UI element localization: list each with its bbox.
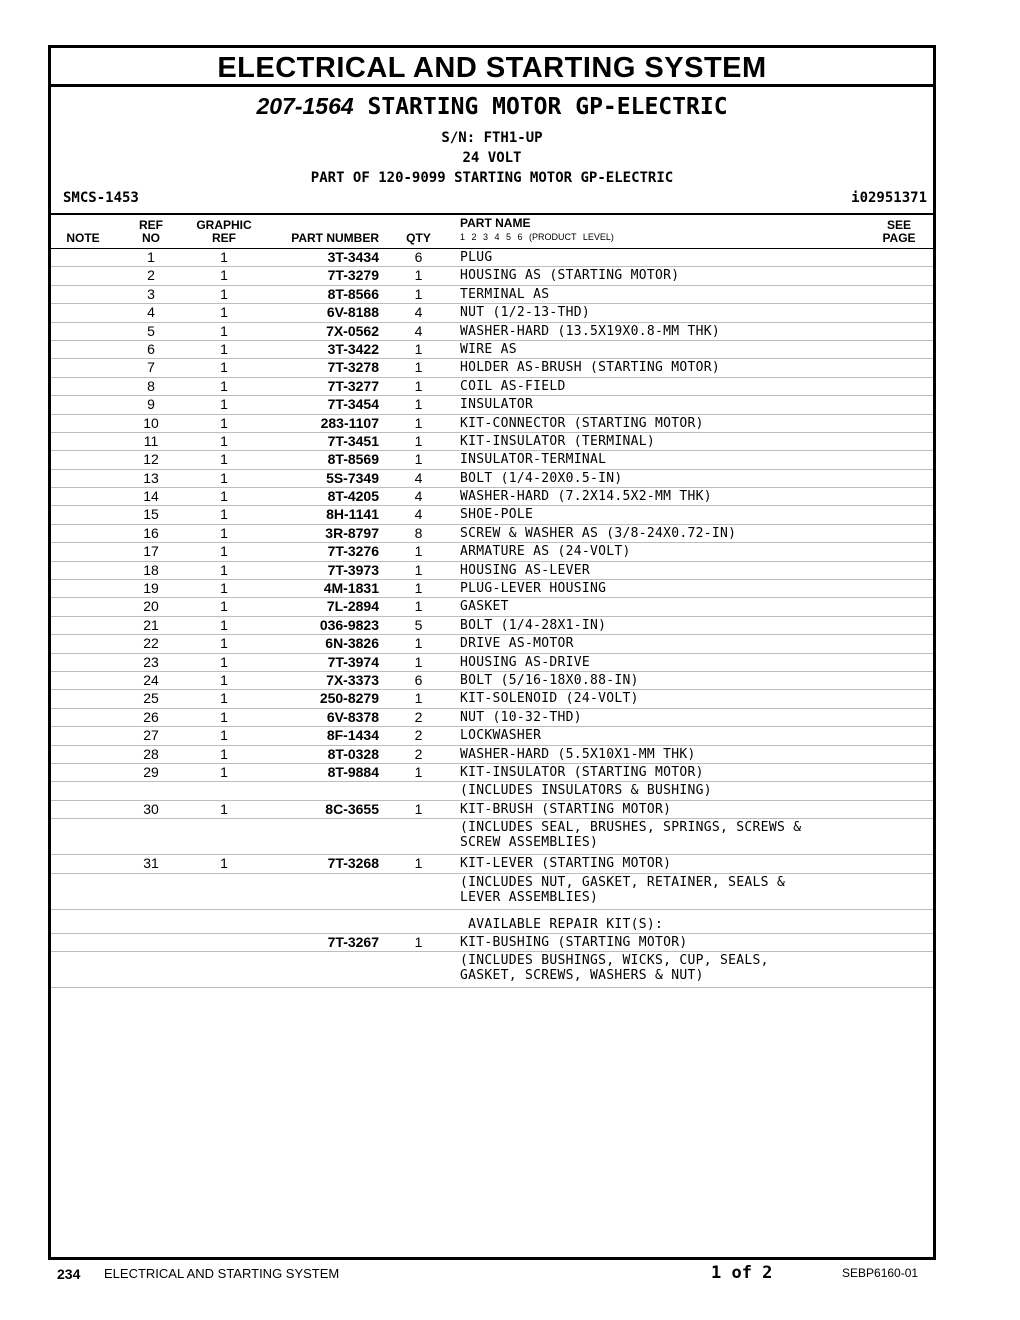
cell-ref-no: 15: [143, 506, 159, 523]
col-graphic-bottom: REF: [212, 231, 236, 245]
cell-graphic-ref: 1: [220, 488, 228, 505]
cell-ref-no: 1: [147, 249, 155, 265]
cell-part-number: 7T-3267: [327, 933, 379, 950]
table-row: [51, 396, 933, 414]
cell-part-number: 6N-3826: [325, 635, 379, 652]
cell-ref-no: 11: [143, 432, 159, 449]
cell-part-number: 7T-3278: [327, 359, 379, 376]
cell-part-number: 8T-9884: [327, 763, 379, 780]
cell-part-number: 8F-1434: [326, 727, 379, 744]
cell-ref-no: 12: [143, 451, 159, 468]
table-row: [51, 341, 933, 359]
cell-ref-no: 17: [143, 543, 159, 560]
group-part-number: 207-1564: [256, 93, 354, 119]
table-row: [51, 855, 933, 873]
table-row: [51, 506, 933, 524]
cell-ref-no: 5: [147, 322, 155, 339]
table-row: [51, 952, 933, 988]
cell-part-name: HOUSING AS (STARTING MOTOR): [460, 268, 680, 284]
cell-ref-no: 25: [143, 690, 159, 707]
cell-qty: 4: [414, 469, 423, 486]
cell-part-name: COIL AS-FIELD: [460, 378, 566, 394]
cell-qty: 1: [414, 267, 423, 284]
cell-ref-no: 23: [143, 653, 159, 670]
cell-part-number: 4M-1831: [323, 580, 379, 597]
cell-qty: 1: [414, 855, 423, 872]
cell-graphic-ref: 1: [220, 727, 228, 744]
cell-part-name: NUT (1/2-13-THD): [460, 305, 591, 321]
cell-qty: 1: [414, 598, 423, 615]
cell-graphic-ref: 1: [220, 432, 228, 449]
cell-graphic-ref: 1: [220, 855, 228, 872]
cell-graphic-ref: 1: [220, 800, 228, 817]
cell-qty: 1: [414, 285, 423, 302]
cell-part-number: 7T-3277: [327, 377, 379, 394]
cell-qty: 4: [414, 506, 423, 523]
cell-graphic-ref: 1: [220, 543, 228, 560]
col-part-number: PART NUMBER: [291, 231, 379, 245]
cell-part-number: 8T-8569: [327, 451, 379, 468]
cell-qty: 1: [414, 653, 423, 670]
table-row: [51, 415, 933, 433]
parts-table-body: [51, 249, 933, 988]
cell-part-name: LOCKWASHER: [460, 728, 542, 744]
cell-qty: 1: [414, 690, 423, 707]
cell-ref-no: 26: [143, 708, 159, 725]
cell-qty: 1: [414, 432, 423, 449]
cell-part-name: KIT-BRUSH (STARTING MOTOR): [460, 801, 672, 817]
cell-part-name: PLUG: [460, 250, 493, 265]
cell-part-number: 8T-8566: [327, 285, 379, 302]
col-ref-top: REF: [139, 218, 163, 232]
table-row: [51, 746, 933, 764]
table-row: [51, 451, 933, 469]
cell-graphic-ref: 1: [220, 340, 228, 357]
cell-ref-no: 19: [143, 580, 159, 597]
cell-part-number: 3R-8797: [325, 524, 379, 541]
table-row: [51, 470, 933, 488]
cell-part-number: 7L-2894: [326, 598, 379, 615]
cell-part-number: 6V-8188: [326, 304, 379, 321]
part-of: PART OF 120-9099 STARTING MOTOR GP-ELECTRIC: [310, 170, 674, 186]
cell-part-number: 8H-1141: [326, 506, 379, 523]
cell-graphic-ref: 1: [220, 690, 228, 707]
cell-part-number: 036-9823: [319, 616, 379, 633]
table-row: [51, 543, 933, 561]
cell-qty: 1: [414, 561, 423, 578]
cell-graphic-ref: 1: [220, 653, 228, 670]
cell-part-name: KIT-INSULATOR (STARTING MOTOR): [460, 764, 704, 780]
cell-ref-no: 27: [143, 727, 159, 744]
cell-part-name: KIT-LEVER (STARTING MOTOR): [460, 856, 672, 872]
cell-ref-no: 21: [143, 616, 159, 633]
cell-part-name: INSULATOR-TERMINAL: [460, 452, 607, 468]
cell-graphic-ref: 1: [220, 414, 228, 431]
cell-qty: 5: [414, 616, 423, 633]
cell-qty: 2: [414, 745, 423, 762]
cell-part-number: 250-8279: [319, 690, 379, 707]
cell-qty: 6: [414, 249, 423, 265]
col-see-bottom: PAGE: [882, 231, 916, 245]
group-name: STARTING MOTOR GP-ELECTRIC: [367, 94, 728, 120]
cell-part-name: HOUSING AS-DRIVE: [460, 654, 591, 670]
cell-part-name: (INCLUDES INSULATORS & BUSHING): [460, 783, 712, 799]
cell-ref-no: 20: [143, 598, 159, 615]
col-ref-bottom: NO: [142, 231, 160, 245]
cell-part-number: 7X-3373: [326, 671, 379, 688]
cell-qty: 1: [414, 543, 423, 560]
table-row: [51, 359, 933, 377]
col-note: NOTE: [66, 231, 100, 245]
footer-page-number: 234: [57, 1266, 81, 1282]
table-row: [51, 709, 933, 727]
cell-part-name: NUT (10-32-THD): [460, 709, 582, 725]
cell-part-number: 7T-3973: [327, 561, 379, 578]
cell-part-number: 3T-3422: [327, 340, 379, 357]
cell-part-name: DRIVE AS-MOTOR: [460, 636, 574, 652]
table-row: [51, 874, 933, 910]
table-row: [51, 580, 933, 598]
cell-part-number: 7T-3279: [327, 267, 379, 284]
cell-qty: 1: [414, 763, 423, 780]
cell-ref-no: 24: [143, 671, 159, 688]
cell-qty: 1: [414, 451, 423, 468]
serial-range: S/N: FTH1-UP: [441, 130, 543, 146]
cell-part-number: 8C-3655: [325, 800, 379, 817]
cell-part-name: HOLDER AS-BRUSH (STARTING MOTOR): [460, 360, 721, 376]
cell-qty: 1: [414, 933, 423, 950]
cell-ref-no: 10: [143, 414, 159, 431]
cell-part-name: (INCLUDES BUSHINGS, WICKS, CUP, SEALS, GASKET, SCREWS, WASHERS & NUT): [460, 952, 769, 983]
col-qty: QTY: [406, 231, 431, 245]
cell-ref-no: 9: [147, 396, 155, 413]
cell-part-number: 7X-0562: [326, 322, 379, 339]
cell-part-name: BOLT (1/4-28X1-IN): [460, 617, 607, 633]
cell-part-number: 5S-7349: [326, 469, 379, 486]
footer-page-of: 1 of 2: [711, 1263, 773, 1283]
cell-qty: 1: [414, 396, 423, 413]
cell-graphic-ref: 1: [220, 322, 228, 339]
cell-graphic-ref: 1: [220, 561, 228, 578]
cell-ref-no: 22: [143, 635, 159, 652]
cell-graphic-ref: 1: [220, 745, 228, 762]
cell-part-name: INSULATOR: [460, 397, 534, 413]
cell-qty: 6: [414, 671, 423, 688]
footer-doc-id: SEBP6160-01: [842, 1266, 919, 1280]
cell-graphic-ref: 1: [220, 524, 228, 541]
cell-part-name: AVAILABLE REPAIR KIT(S):: [460, 916, 664, 932]
cell-ref-no: 13: [143, 469, 159, 486]
cell-ref-no: 16: [143, 524, 159, 541]
cell-ref-no: 2: [147, 267, 155, 284]
col-see-top: SEE: [886, 218, 911, 232]
table-row: [51, 433, 933, 451]
cell-part-name: (INCLUDES NUT, GASKET, RETAINER, SEALS & LEVER ASSEMBLIES): [460, 874, 786, 905]
cell-qty: 1: [414, 377, 423, 394]
footer-section: ELECTRICAL AND STARTING SYSTEM: [104, 1266, 340, 1281]
cell-part-number: 7T-3454: [327, 396, 379, 413]
cell-ref-no: 28: [143, 745, 159, 762]
cell-part-name: BOLT (1/4-20X0.5-IN): [460, 470, 623, 486]
cell-graphic-ref: 1: [220, 396, 228, 413]
cell-graphic-ref: 1: [220, 598, 228, 615]
voltage: 24 VOLT: [462, 150, 522, 166]
cell-part-name: HOUSING AS-LEVER: [460, 562, 591, 578]
cell-qty: 1: [414, 800, 423, 817]
cell-qty: 4: [414, 322, 423, 339]
column-headers: [51, 213, 933, 249]
cell-part-name: WASHER-HARD (7.2X14.5X2-MM THK): [460, 489, 712, 505]
cell-ref-no: 4: [147, 304, 155, 321]
col-graphic-top: GRAPHIC: [196, 218, 252, 232]
cell-qty: 1: [414, 414, 423, 431]
table-row: [51, 286, 933, 304]
table-row: [51, 910, 933, 934]
cell-part-name: ARMATURE AS (24-VOLT): [460, 544, 631, 560]
cell-part-name: TERMINAL AS: [460, 286, 550, 302]
cell-graphic-ref: 1: [220, 708, 228, 725]
cell-part-name: KIT-INSULATOR (TERMINAL): [460, 433, 656, 449]
illustration-id: i02951371: [851, 190, 927, 206]
table-row: [51, 525, 933, 543]
cell-part-number: 7T-3276: [327, 543, 379, 560]
cell-part-name: WASHER-HARD (5.5X10X1-MM THK): [460, 746, 696, 762]
table-row: [51, 764, 933, 782]
cell-graphic-ref: 1: [220, 763, 228, 780]
cell-part-name: GASKET: [460, 599, 509, 615]
cell-qty: 1: [414, 635, 423, 652]
cell-graphic-ref: 1: [220, 267, 228, 284]
table-row: [51, 488, 933, 506]
cell-qty: 4: [414, 304, 423, 321]
col-part-name: PART NAME: [460, 216, 531, 230]
table-row: [51, 267, 933, 285]
cell-qty: 1: [414, 340, 423, 357]
table-row: [51, 304, 933, 322]
table-row: [51, 801, 933, 819]
cell-qty: 2: [414, 708, 423, 725]
table-row: [51, 672, 933, 690]
cell-part-name: WASHER-HARD (13.5X19X0.8-MM THK): [460, 323, 721, 339]
table-row: [51, 249, 933, 267]
cell-part-name: KIT-SOLENOID (24-VOLT): [460, 691, 639, 707]
cell-ref-no: 3: [147, 285, 155, 302]
cell-qty: 2: [414, 727, 423, 744]
table-row: [51, 617, 933, 635]
cell-graphic-ref: 1: [220, 304, 228, 321]
table-row: [51, 378, 933, 396]
table-row: [51, 598, 933, 616]
cell-graphic-ref: 1: [220, 377, 228, 394]
table-row: [51, 690, 933, 708]
cell-qty: 8: [414, 524, 423, 541]
cell-part-number: 7T-3974: [327, 653, 379, 670]
table-row: [51, 934, 933, 952]
cell-qty: 1: [414, 580, 423, 597]
cell-qty: 4: [414, 488, 423, 505]
table-row: [51, 654, 933, 672]
table-row: [51, 562, 933, 580]
cell-part-number: 8T-4205: [327, 488, 379, 505]
cell-qty: 1: [414, 359, 423, 376]
cell-graphic-ref: 1: [220, 451, 228, 468]
cell-part-name: (INCLUDES SEAL, BRUSHES, SPRINGS, SCREWS & SCREW ASSEMBLIES): [460, 820, 802, 851]
cell-part-number: 3T-3434: [327, 249, 379, 265]
cell-ref-no: 14: [143, 488, 159, 505]
cell-graphic-ref: 1: [220, 285, 228, 302]
cell-ref-no: 30: [143, 800, 159, 817]
cell-ref-no: 7: [147, 359, 155, 376]
cell-graphic-ref: 1: [220, 469, 228, 486]
cell-graphic-ref: 1: [220, 580, 228, 597]
cell-part-name: BOLT (5/16-18X0.88-IN): [460, 672, 639, 688]
table-row: [51, 819, 933, 855]
cell-ref-no: 6: [147, 340, 155, 357]
group-header: [51, 87, 933, 215]
cell-ref-no: 29: [143, 763, 159, 780]
cell-ref-no: 8: [147, 377, 155, 394]
cell-part-number: 283-1107: [320, 414, 379, 431]
cell-part-name: WIRE AS: [460, 341, 517, 357]
cell-ref-no: 31: [143, 855, 159, 872]
cell-ref-no: 18: [143, 561, 159, 578]
cell-graphic-ref: 1: [220, 671, 228, 688]
cell-part-name: PLUG-LEVER HOUSING: [460, 581, 607, 597]
cell-part-name: SHOE-POLE: [460, 507, 534, 523]
cell-graphic-ref: 1: [220, 359, 228, 376]
cell-graphic-ref: 1: [220, 506, 228, 523]
cell-graphic-ref: 1: [220, 249, 228, 265]
table-row: [51, 782, 933, 800]
parts-page-frame: [48, 45, 936, 1260]
cell-part-number: 6V-8378: [326, 708, 379, 725]
cell-part-name: SCREW & WASHER AS (3/8-24X0.72-IN): [460, 525, 737, 541]
table-row: [51, 323, 933, 341]
cell-part-number: 7T-3451: [327, 432, 379, 449]
cell-part-name: KIT-CONNECTOR (STARTING MOTOR): [460, 415, 704, 431]
cell-graphic-ref: 1: [220, 635, 228, 652]
group-title: [51, 93, 933, 120]
table-row: [51, 727, 933, 745]
cell-graphic-ref: 1: [220, 616, 228, 633]
product-levels: 1 2 3 4 5 6 (PRODUCT LEVEL): [460, 232, 614, 242]
table-row: [51, 635, 933, 653]
cell-part-number: 8T-0328: [327, 745, 379, 762]
cell-part-name: KIT-BUSHING (STARTING MOTOR): [460, 934, 688, 950]
cell-part-number: 7T-3268: [327, 855, 379, 872]
section-title: ELECTRICAL AND STARTING SYSTEM: [51, 48, 933, 87]
smcs-code: SMCS-1453: [63, 190, 139, 206]
